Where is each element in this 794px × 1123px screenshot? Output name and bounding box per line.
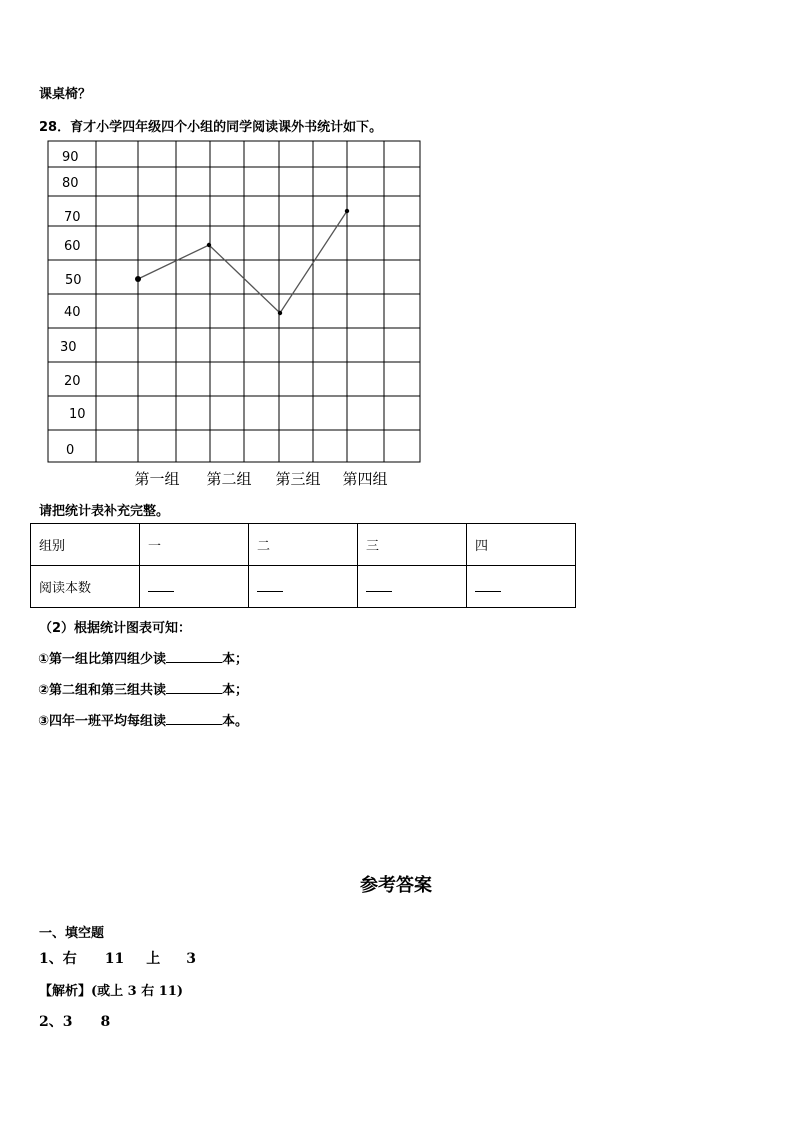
y-tick-label: 0 [66,443,75,458]
blank-line [257,581,283,592]
answer-1-analysis: 【解析】(或上 3 右 11) [39,984,184,999]
question-number: 28． [39,120,71,135]
chart-frame [48,141,420,462]
item-mark: ① [38,652,50,667]
answer-number: 1、 [39,951,63,967]
y-tick-label: 50 [65,273,82,288]
blank-line [148,581,174,592]
y-tick-label: 60 [64,239,81,254]
x-category-label: 第四组 [342,470,388,488]
item-mark: ③ [38,714,50,729]
y-tick-label: 40 [64,305,81,320]
fill-blank[interactable] [166,712,222,725]
header-cell-1: 一 [140,524,249,566]
header-cell-group: 组别 [31,524,140,566]
fill-blank[interactable] [166,650,222,663]
part2-item-3 [38,710,248,729]
answer-value: 8 [100,1014,111,1030]
x-category-label: 第三组 [275,470,321,488]
data-point [278,311,282,315]
part2-item-2 [38,679,248,698]
x-category-label: 第二组 [206,470,252,488]
item-text: 第一组比第四组少读 [49,652,167,667]
y-tick-label: 30 [60,340,77,355]
answer-blank-cell[interactable] [467,566,576,608]
y-tick-label: 20 [64,374,81,389]
header-cell-4: 四 [467,524,576,566]
item-mark: ② [38,683,50,698]
question-text: 育才小学四年级四个小组的同学阅读课外书统计如下。 [70,120,383,135]
answer-value: 11 [104,951,125,967]
header-cell-2: 二 [249,524,358,566]
blank-line [475,581,501,592]
answer-blank-cell[interactable] [249,566,358,608]
data-point [207,243,211,247]
header-cell-3: 三 [358,524,467,566]
part2-intro: （2）根据统计图表可知： [39,621,192,636]
data-point [135,276,141,282]
table-instruction: 请把统计表补充完整。 [39,504,170,519]
previous-question-tail: 课桌椅？ [39,87,92,102]
part2-item-1 [38,648,248,667]
row-label-reading-count: 阅读本数 [31,566,140,608]
answers-section-heading: 一、填空题 [39,926,105,941]
item-unit: 本； [222,652,249,667]
answer-blank-cell[interactable] [140,566,249,608]
y-tick-label: 80 [62,176,79,191]
answer-blank-cell[interactable] [358,566,467,608]
table-row-groups [31,524,576,566]
y-tick-label: 10 [69,407,86,422]
answer-number: 2、 [39,1014,63,1030]
data-point [345,209,349,213]
item-text: 第二组和第三组共读 [49,683,167,698]
answer-word: 上 [146,951,161,967]
blank-line [366,581,392,592]
item-unit: 本。 [222,714,249,729]
answer-word: 右 [62,951,77,967]
y-tick-label: 70 [64,210,81,225]
item-unit: 本； [222,683,249,698]
statistics-table [30,523,576,608]
answer-value: 3 [62,1014,73,1030]
answers-title: 参考答案 [360,875,432,896]
y-tick-label: 90 [62,150,79,165]
answer-1 [39,948,196,968]
answer-value: 3 [186,951,196,967]
answer-2 [39,1011,110,1031]
line-chart [0,0,794,500]
fill-blank[interactable] [166,681,222,694]
x-category-label: 第一组 [134,470,180,488]
item-text: 四年一班平均每组读 [49,714,167,729]
table-row-counts [31,566,576,608]
